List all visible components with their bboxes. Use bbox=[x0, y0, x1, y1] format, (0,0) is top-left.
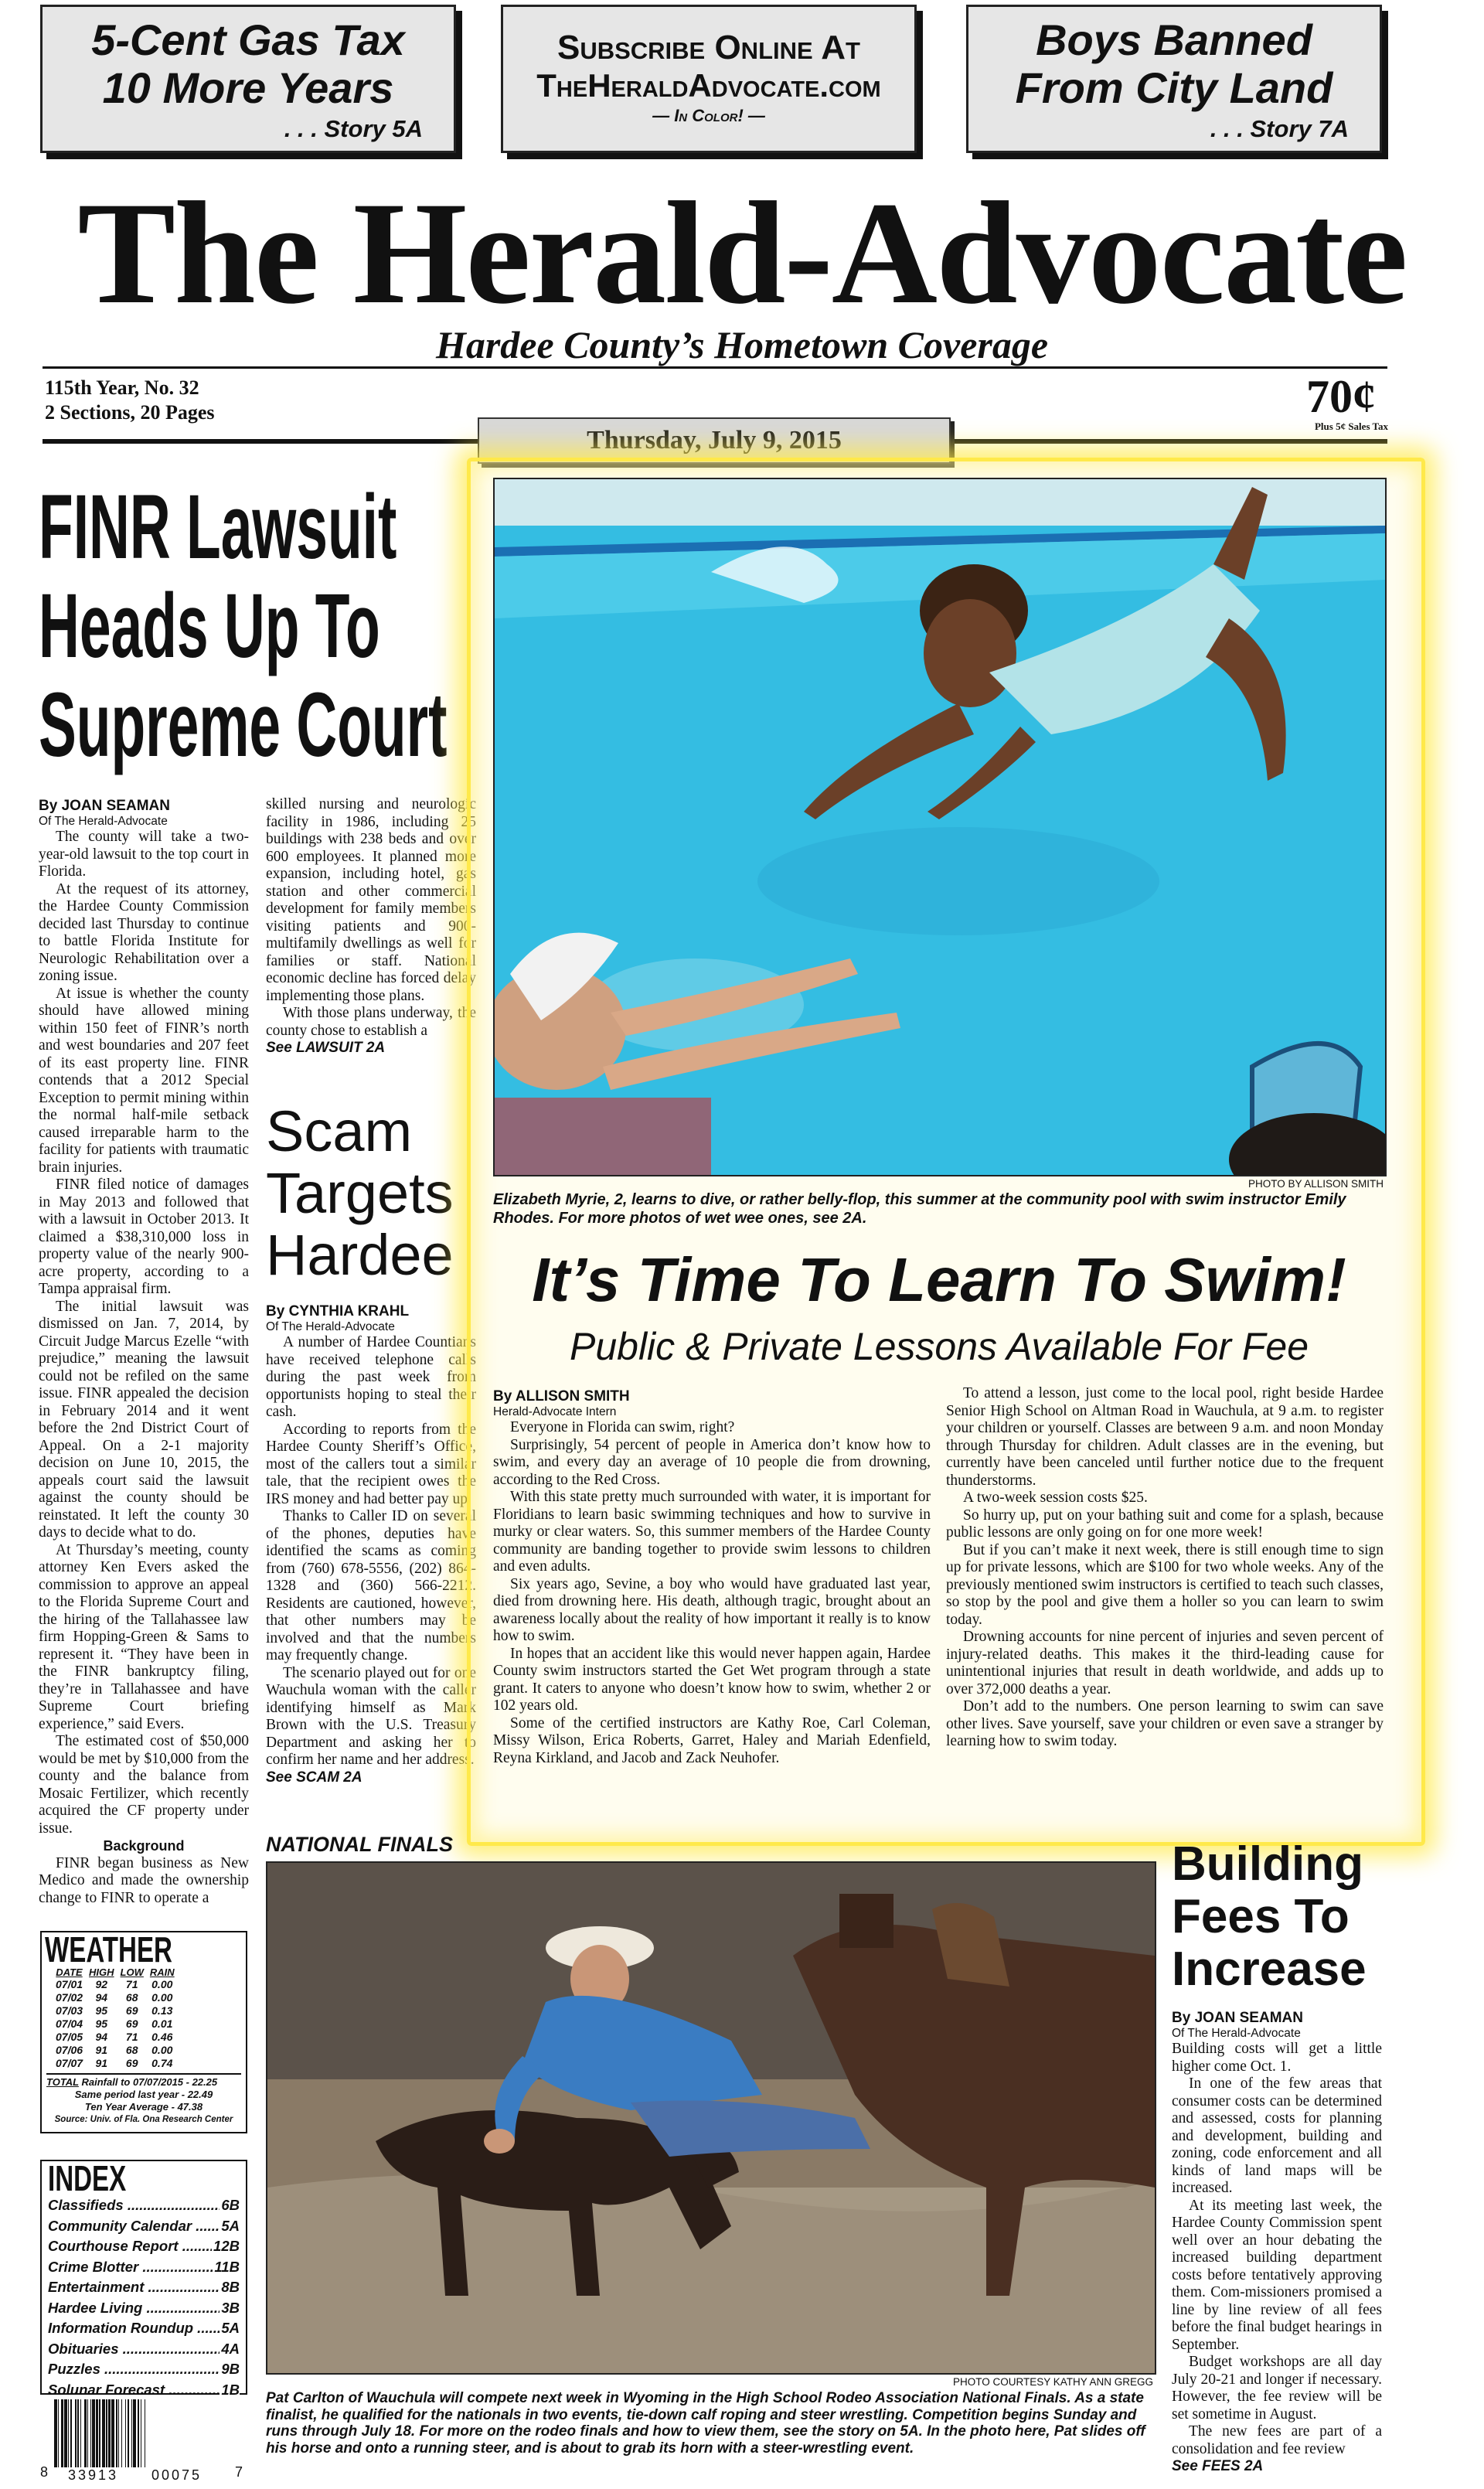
cell: 91 bbox=[95, 2057, 108, 2069]
col-header: DATE bbox=[56, 1966, 83, 1978]
cell: 07/06 bbox=[56, 2044, 83, 2056]
swim-column-2 bbox=[946, 1385, 1384, 1827]
paragraph: At its meeting last week, the Hardee County Commission spent well over an hour debating the increased building department costs before tentatively approving them. Com-missioners promised a line by line review of all fees before the final budget hearings in September. bbox=[1172, 2197, 1382, 2353]
total-text: Rainfall to 07/07/2015 - 22.25 bbox=[81, 2076, 218, 2088]
paragraph: So hurry up, put on your bathing suit and come for a splash, because public lessons are only going on for one more week! bbox=[946, 1507, 1384, 1541]
index-item-page: 5A bbox=[220, 2318, 240, 2339]
cell: 0.13 bbox=[151, 2004, 173, 2017]
paragraph: At issue is whether the county should have allowed mining within 150 feet of FINR’s north and west boundaries and 207 feet of its east property line. FINR contends that a 2012 Special Exception to permit mining within the normal half-mile setback caused irreparable harm to the facility for patients with traumatic brain injuries. bbox=[39, 985, 249, 1176]
table-row bbox=[53, 1991, 178, 2004]
paragraph: FINR began business as New Medico and made the ownership change to FINR to operate a bbox=[39, 1854, 249, 1906]
cell: 0.46 bbox=[151, 2031, 173, 2043]
cell: 07/03 bbox=[56, 2004, 83, 2017]
masthead-title: The Herald-Advocate bbox=[77, 172, 1407, 335]
index-item[interactable] bbox=[48, 2298, 240, 2319]
index-item[interactable] bbox=[48, 2257, 240, 2278]
swim-photo-credit: PHOTO BY ALLISON SMITH bbox=[1247, 1178, 1384, 1190]
teaser-headline: 10 More Years bbox=[102, 63, 394, 112]
jump-scam[interactable]: See SCAM 2A bbox=[266, 1769, 362, 1786]
headline-line: Heads Up To bbox=[39, 575, 380, 677]
cell: 07/04 bbox=[56, 2017, 83, 2030]
jump-lawsuit[interactable]: See LAWSUIT 2A bbox=[266, 1040, 386, 1056]
index-item-page: 8B bbox=[220, 2277, 240, 2298]
table-row bbox=[53, 1978, 178, 1991]
rodeo-kicker: NATIONAL FINALS bbox=[266, 1833, 453, 1856]
finr-column-1 bbox=[39, 798, 249, 1908]
subscribe-line: Subscribe Online At bbox=[556, 29, 860, 66]
index-item-name: Classifieds ..... bbox=[48, 2195, 220, 2216]
barcode-digits: 33913 bbox=[68, 2467, 119, 2483]
index-list bbox=[42, 2195, 246, 2400]
paragraph: In one of the few areas that consumer costs can be determined and assessed, costs for planning and development, building and zoning, code enforcement and all kinds of land maps will be increased. bbox=[1172, 2075, 1382, 2196]
paragraph: skilled nursing and neurologic facility in 1986, including 25 buildings with 238 beds and over 600 employees. It planned more expansion, including hotel, gas station and other commercial development for family members visiting patients and 900-multifamily dwellings as well for families or staff. National economic decline has forced delay implementing those plans. bbox=[266, 796, 476, 1004]
headline-line: Targets bbox=[266, 1161, 454, 1225]
cell: 07/07 bbox=[56, 2057, 83, 2069]
headline-line: Fees To bbox=[1172, 1890, 1350, 1943]
cell: 69 bbox=[125, 2017, 138, 2030]
cell: 68 bbox=[125, 1991, 138, 2004]
teaser-story-ref: . . . Story 5A bbox=[284, 115, 423, 142]
paragraph: But if you can’t make it next week, there is still enough time to sign up for private lessons, which are $100 for two whole weeks. Any of the previously mentioned swim instructors is certified to teach such classes, so stop by the pool and give them a holler so you can learn to swim today. bbox=[946, 1541, 1384, 1628]
index-item-name: Information Roundup ..... bbox=[48, 2318, 220, 2339]
table-row bbox=[53, 2017, 178, 2031]
cell: 95 bbox=[95, 2017, 108, 2030]
index-item-page: 12B bbox=[212, 2236, 240, 2257]
subhead: Background bbox=[103, 1838, 185, 1854]
index-item[interactable] bbox=[48, 2236, 240, 2257]
subscribe-color-note: — In Color! — bbox=[652, 106, 765, 125]
barcode-digit: 7 bbox=[235, 2464, 243, 2480]
price: 70¢ bbox=[1306, 371, 1376, 422]
table-row bbox=[53, 2044, 178, 2057]
col-header: LOW bbox=[120, 1966, 144, 1978]
paragraph: The estimated cost of $50,000 would be met by $10,000 from the county and the balance from Mosaic Fertilizer, which recently acquired the CF property under issue. bbox=[39, 1733, 249, 1837]
barcode-digit: 8 bbox=[40, 2464, 49, 2480]
index-item-page: 4A bbox=[220, 2339, 240, 2360]
paragraph: Some of the certified instructors are Kathy Roe, Carl Coleman, Missy Wilson, Erica Roberts, Garret, Haley and Mariah Edenfield, Reyna Kirkland, and Jacob and Zack Neuhofer. bbox=[493, 1714, 931, 1766]
issue-date: Thursday, July 9, 2015 bbox=[587, 426, 842, 455]
index-item-page: 6B bbox=[220, 2195, 240, 2216]
masthead-rule bbox=[43, 366, 1387, 369]
paragraph: Thanks to Caller ID on several of the phones, deputies have identified the scams as coming from (760) 678-5556, (202) 864-1328 and (360) 566-2212. Residents are cautioned, however, that other numbers may be involved and that the numbers may frequently change. bbox=[266, 1508, 476, 1663]
cell: 95 bbox=[95, 2004, 108, 2017]
table-row bbox=[53, 2057, 178, 2070]
index-item[interactable] bbox=[48, 2277, 240, 2298]
paragraph: Don’t add to the numbers. One person learning to swim can save other lives. Save yourself, save your children or even save a stranger by learning how to swim today. bbox=[946, 1698, 1384, 1749]
swim-column-1 bbox=[493, 1388, 931, 1826]
paragraph: At Thursday’s meeting, county attorney Ken Evers asked the commission to approve an appeal to the Florida Supreme Court and the hiring of the Tallahassee law firm Hopping-Green & Sams to represent it. “They have been in the FINR bankruptcy filing, they’re in Tallahassee and have Supreme Court briefing experience,” said Evers. bbox=[39, 1541, 249, 1732]
total-label: TOTAL bbox=[46, 2076, 79, 2088]
byline: By JOAN SEAMAN bbox=[39, 798, 170, 814]
price-tax-note: Plus 5¢ Sales Tax bbox=[1314, 421, 1388, 432]
cell: 0.00 bbox=[151, 1991, 173, 2004]
paragraph: A two-week session costs $25. bbox=[963, 1490, 1148, 1506]
paragraph: The scenario played out for one Wauchula woman with the caller identifying himself as Mark Brown with the U.S. Treasury Department and asking her to confirm her name and her address. bbox=[266, 1664, 476, 1768]
teaser-gas-tax[interactable] bbox=[40, 5, 456, 153]
headline-line: Supreme Court bbox=[39, 674, 448, 776]
headline-line: Scam bbox=[266, 1099, 413, 1163]
section-count: 2 Sections, 20 Pages bbox=[45, 401, 215, 424]
finr-headline bbox=[39, 478, 471, 775]
index-title: INDEX bbox=[48, 2158, 127, 2198]
index-item-page: 1B bbox=[220, 2380, 240, 2401]
cell: 71 bbox=[125, 1978, 138, 1990]
index-item-name: Hardee Living ..... bbox=[48, 2298, 220, 2319]
cell: 07/05 bbox=[56, 2031, 83, 2043]
weather-box bbox=[40, 1931, 247, 2133]
index-item-name: Community Calendar ..... bbox=[48, 2216, 220, 2237]
byline: By CYNTHIA KRAHL bbox=[266, 1303, 410, 1319]
paragraph: Building costs will get a little higher come Oct. 1. bbox=[1172, 2041, 1382, 2075]
weather-title: WEATHER bbox=[45, 1929, 172, 1970]
teaser-headline: 5-Cent Gas Tax bbox=[91, 15, 405, 64]
teaser-headline: From City Land bbox=[1015, 63, 1333, 112]
paragraph: Six years ago, Sevine, a boy who would have graduated last year, died from drowning here. His death, although tragic, brought about an awareness locally about the reality of how important it really is to know how to swim. bbox=[493, 1575, 931, 1644]
cell: 68 bbox=[125, 2044, 138, 2056]
paragraph: To attend a lesson, just come to the local pool, right beside Hardee Senior High School on Altman Road in Wauchula, at 9 a.m. to register your children or yourself. Classes are between 9 a.m. and noon Monday through Thursday for children. Adult classes are in the evening, but currently have been canceled until further notice due to the frequent thunderstorms. bbox=[946, 1385, 1384, 1489]
paragraph: Budget workshops are all day July 20-21 and longer if necessary. However, the fee review will be set sometime in August. bbox=[1172, 2354, 1382, 2423]
byline-org: Herald-Advocate Intern bbox=[493, 1405, 617, 1418]
rodeo-photo-caption: Pat Carlton of Wauchula will compete next week in Wyoming in the High School Rodeo Association National Finals. As a state finalist, he qualified for the nationals in two events, tie-down calf roping and steer wrestling. Competition begins Sunday and runs through July 18. For more on the rodeo finals and how to view them, see the story on 5A. In the photo here, Pat slides off his horse and onto a running steer, and is about to grab its horn with a steer-wrestling event. bbox=[266, 2390, 1145, 2457]
paragraph: FINR filed notice of damages in May 2013 and followed that with a lawsuit in October 2013. It claimed a $38,310,000 loss in property value of the nearly 900-acre property, according to a Tampa appraisal firm. bbox=[39, 1176, 249, 1297]
index-item-name: Courthouse Report ..... bbox=[48, 2236, 212, 2257]
rodeo-photo bbox=[266, 1861, 1156, 2375]
cell: 0.01 bbox=[151, 2017, 173, 2030]
index-item-name: Puzzles ..... bbox=[48, 2359, 220, 2380]
table-row bbox=[53, 2031, 178, 2044]
barcode-bars bbox=[54, 2399, 232, 2467]
subscribe-url[interactable]: TheHeraldAdvocate.com bbox=[536, 67, 881, 104]
paragraph: Drowning accounts for nine percent of injuries and seven percent of injury-related deaths. This makes it the third-leading cause for unintentional injuries that result in death worldwide, and adds up to over 372,000 deaths a year. bbox=[946, 1629, 1384, 1697]
headline-line: Increase bbox=[1172, 1943, 1367, 1996]
date-banner bbox=[478, 417, 951, 464]
byline-org: Of The Herald-Advocate bbox=[1172, 2027, 1301, 2040]
byline: By JOAN SEAMAN bbox=[1172, 2010, 1303, 2026]
paragraph: With those plans underway, the county chose to establish a bbox=[266, 1005, 476, 1039]
index-item-page: 5A bbox=[220, 2216, 240, 2237]
paragraph: The initial lawsuit was dismissed on Jan. 7, 2014, by Circuit Judge Marcus Ezelle “with prejudice,” meaning the lawsuit could not be refiled on the same issue. FINR appealed the decision in February 2014 and it went before the 2nd District Court of Appeal. On a 2-1 majority decision on June 10, 2015, the appeals court said the lawsuit against the county should be reinstated. It left the county 30 days to decide what to do. bbox=[39, 1298, 249, 1541]
cell: 0.00 bbox=[151, 1978, 173, 1990]
weather-source: Source: Univ. of Fla. Ona Research Center bbox=[54, 2115, 233, 2124]
jump-fees[interactable]: See FEES 2A bbox=[1172, 2458, 1264, 2474]
index-item-name: Solunar Forecast ..... bbox=[48, 2380, 220, 2401]
last-year: Same period last year - 22.49 bbox=[74, 2089, 213, 2100]
paragraph: Everyone in Florida can swim, right? bbox=[510, 1419, 735, 1435]
paragraph: The new fees are part of a consolidation and fee review bbox=[1172, 2423, 1382, 2457]
barcode-bar bbox=[145, 2399, 146, 2467]
cell: 0.74 bbox=[151, 2057, 173, 2069]
weather-total bbox=[46, 2073, 241, 2126]
paragraph: With this state pretty much surrounded with water, it is important for Floridians to learn basic swimming techniques and how to survive in murky or clear waters. So, this summer members of the Hardee County community are banding together to provide swim lessons to children and even adults. bbox=[493, 1489, 931, 1575]
cell: 0.00 bbox=[151, 2044, 173, 2056]
paragraph: Surprisingly, 54 percent of people in America don’t know how to swim, and every day an average of 10 people die from drowning, according to the Red Cross. bbox=[493, 1436, 931, 1488]
index-item-name: Obituaries ..... bbox=[48, 2339, 220, 2360]
cell: 07/02 bbox=[56, 1991, 83, 2004]
cell: 94 bbox=[95, 1991, 108, 2004]
paragraph: According to reports from the Hardee County Sheriff’s Office, most of the callers tout a similar tale, that the recipient owes the IRS money and had better pay up. bbox=[266, 1421, 476, 1507]
finr-column-2 bbox=[266, 796, 476, 1074]
col-header: HIGH bbox=[89, 1966, 114, 1978]
masthead-tagline: Hardee County’s Hometown Coverage bbox=[435, 323, 1049, 366]
index-box bbox=[40, 2158, 247, 2398]
byline-org: Of The Herald-Advocate bbox=[266, 1320, 395, 1333]
cell: 69 bbox=[125, 2004, 138, 2017]
barcode bbox=[40, 2399, 244, 2484]
building-headline bbox=[1172, 1838, 1396, 1996]
ten-year: Ten Year Average - 47.38 bbox=[84, 2101, 203, 2113]
index-item-name: Entertainment ..... bbox=[48, 2277, 220, 2298]
cell: 91 bbox=[95, 2044, 108, 2056]
byline-org: Of The Herald-Advocate bbox=[39, 815, 168, 828]
cell: 94 bbox=[95, 2031, 108, 2043]
index-item[interactable] bbox=[48, 2380, 240, 2401]
swim-headline: It’s Time To Learn To Swim! bbox=[532, 1245, 1346, 1314]
teaser-story-ref: . . . Story 7A bbox=[1210, 115, 1349, 142]
cell: 69 bbox=[125, 2057, 138, 2069]
paragraph: The county will take a two-year-old lawsuit to the top court in Florida. bbox=[39, 829, 249, 880]
index-item-name: Crime Blotter ..... bbox=[48, 2257, 213, 2278]
scam-column bbox=[266, 1303, 476, 1837]
swim-photo-caption: Elizabeth Myrie, 2, learns to dive, or rather belly-flop, this summer at the community pool with swim instructor Emily Rhodes. For more photos of wet wee ones, see 2A. bbox=[493, 1191, 1346, 1227]
cell: 71 bbox=[125, 2031, 138, 2043]
paragraph: At the request of its attorney, the Hardee County Commission decided last Thursday to continue to battle Florida Institute for Neurologic Rehabilitation over a zoning issue. bbox=[39, 880, 249, 984]
table-row bbox=[53, 2004, 178, 2017]
index-item[interactable] bbox=[48, 2359, 240, 2380]
paragraph: In hopes that an accident like this would never happen again, Hardee County swim instructors started the Get Wet program through a state grant. It caters to anyone who doesn’t know how to swim, whether 2 or 102 years old. bbox=[493, 1645, 931, 1714]
index-item-page: 9B bbox=[220, 2359, 240, 2380]
swim-photo bbox=[493, 478, 1387, 1176]
index-item[interactable] bbox=[48, 2216, 240, 2237]
byline: By ALLISON SMITH bbox=[493, 1388, 630, 1405]
index-item-page: 3B bbox=[220, 2298, 240, 2319]
building-column bbox=[1172, 2010, 1382, 2481]
col-header: RAIN bbox=[149, 1966, 175, 1978]
scam-headline bbox=[266, 1101, 476, 1286]
barcode-digits: 00075 bbox=[151, 2467, 203, 2483]
swim-subhead: Public & Private Lessons Available For Fee bbox=[569, 1325, 1309, 1368]
rodeo-photo-credit: PHOTO COURTESY KATHY ANN GREGG bbox=[952, 2376, 1153, 2388]
index-item[interactable] bbox=[48, 2339, 240, 2360]
index-item-page: 11B bbox=[213, 2257, 240, 2278]
headline-line: Building bbox=[1172, 1837, 1363, 1891]
paragraph: A number of Hardee Countians have received telephone calls during the past week from opportunists hoping to steal their cash. bbox=[266, 1334, 476, 1420]
teaser-boys-banned[interactable] bbox=[966, 5, 1382, 153]
headline-line: FINR Lawsuit bbox=[39, 476, 397, 578]
headline-line: Hardee bbox=[266, 1223, 454, 1287]
cell: 92 bbox=[95, 1978, 108, 1990]
volume-number: 115th Year, No. 32 bbox=[45, 376, 199, 399]
index-item[interactable] bbox=[48, 2318, 240, 2339]
cell: 07/01 bbox=[56, 1978, 83, 1990]
teaser-subscribe[interactable] bbox=[501, 5, 917, 153]
weather-table bbox=[53, 1966, 178, 2070]
teaser-headline: Boys Banned bbox=[1036, 15, 1312, 64]
